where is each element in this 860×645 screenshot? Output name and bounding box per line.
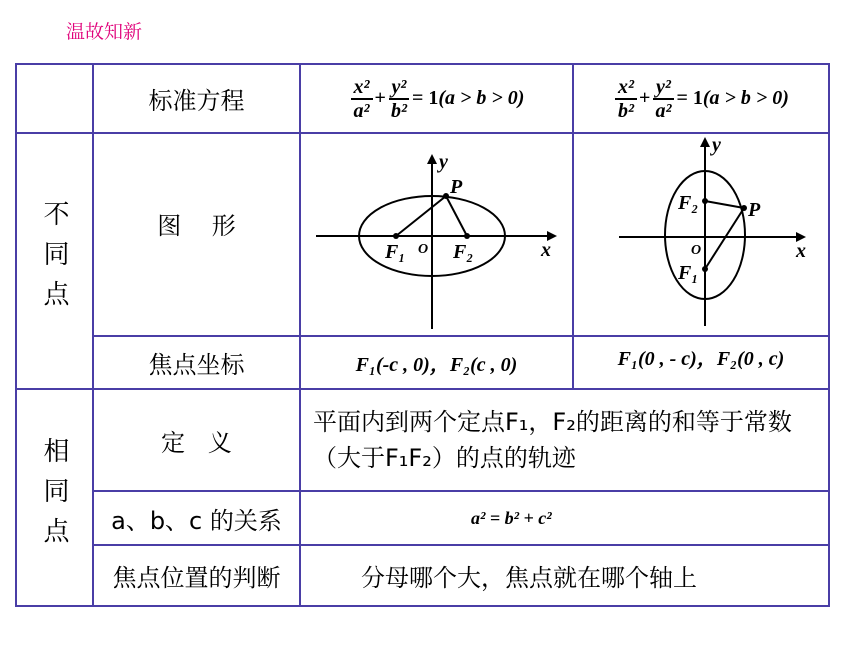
y-arrow xyxy=(700,137,710,147)
label-o: O xyxy=(691,243,702,258)
pf2-line xyxy=(446,196,467,236)
label-f1: F₁ xyxy=(385,241,406,263)
definition-label: 定 义 xyxy=(161,428,232,457)
pf1-line xyxy=(705,208,744,269)
focus-coord-right: F₁(0 , - c)，F₂(0 , c) xyxy=(617,348,785,370)
standard-equation-label: 标准方程 xyxy=(148,87,245,115)
vertical-ellipse-figure xyxy=(574,134,828,335)
label-x: x xyxy=(796,240,806,262)
equation-left: $\frac{\text{x²}}{\text{a²}}$ + $\frac{\text{y²}}{\text{b²}}$ = 1 (a > b > 0) xyxy=(301,65,572,132)
point-f1 xyxy=(393,233,399,239)
figure-label: 图 形 xyxy=(157,212,236,240)
focus-coord-left: F₁(-c , 0)，F₂(c , 0) xyxy=(355,354,518,376)
point-f2 xyxy=(702,198,708,204)
point-p xyxy=(741,205,747,211)
focus-judge-label: 焦点位置的判断 xyxy=(112,564,281,592)
equation-right: $\frac{\text{x²}}{\text{b²}}$ + $\frac{\text{y²}}{\text{a²}}$ = 1 (a > b > 0) xyxy=(574,65,828,132)
label-p: P xyxy=(748,199,761,221)
page-title: 温故知新 xyxy=(66,21,143,43)
label-f2: F₂ xyxy=(678,192,699,214)
pf1-line xyxy=(396,196,446,236)
pf2-line xyxy=(705,201,744,208)
label-x: x xyxy=(541,239,551,261)
label-f2: F₂ xyxy=(453,241,474,263)
label-f1: F₁ xyxy=(678,262,699,284)
focus-coord-label: 焦点坐标 xyxy=(148,351,245,379)
point-f2 xyxy=(464,233,470,239)
point-p xyxy=(443,193,449,199)
y-arrow xyxy=(427,154,437,164)
label-o: O xyxy=(418,242,429,257)
label-p: P xyxy=(450,176,463,198)
label-y: y xyxy=(439,151,448,173)
horizontal-ellipse-figure xyxy=(301,134,572,335)
label-y: y xyxy=(712,134,721,156)
group-different: 不同点 xyxy=(39,200,69,320)
definition-text: 平面内到两个定点F₁，F₂的距离的和等于常数（大于F₁F₂）的点的轨迹 xyxy=(313,408,792,472)
point-f1 xyxy=(702,266,708,272)
abc-relation: a² = b² + c² xyxy=(471,507,552,528)
group-same: 相同点 xyxy=(39,436,69,557)
focus-judge-text: 分母哪个大，焦点就在哪个轴上 xyxy=(361,564,697,592)
abc-relation-label: a、b、c 的关系 xyxy=(111,506,282,535)
comparison-table xyxy=(15,63,830,607)
